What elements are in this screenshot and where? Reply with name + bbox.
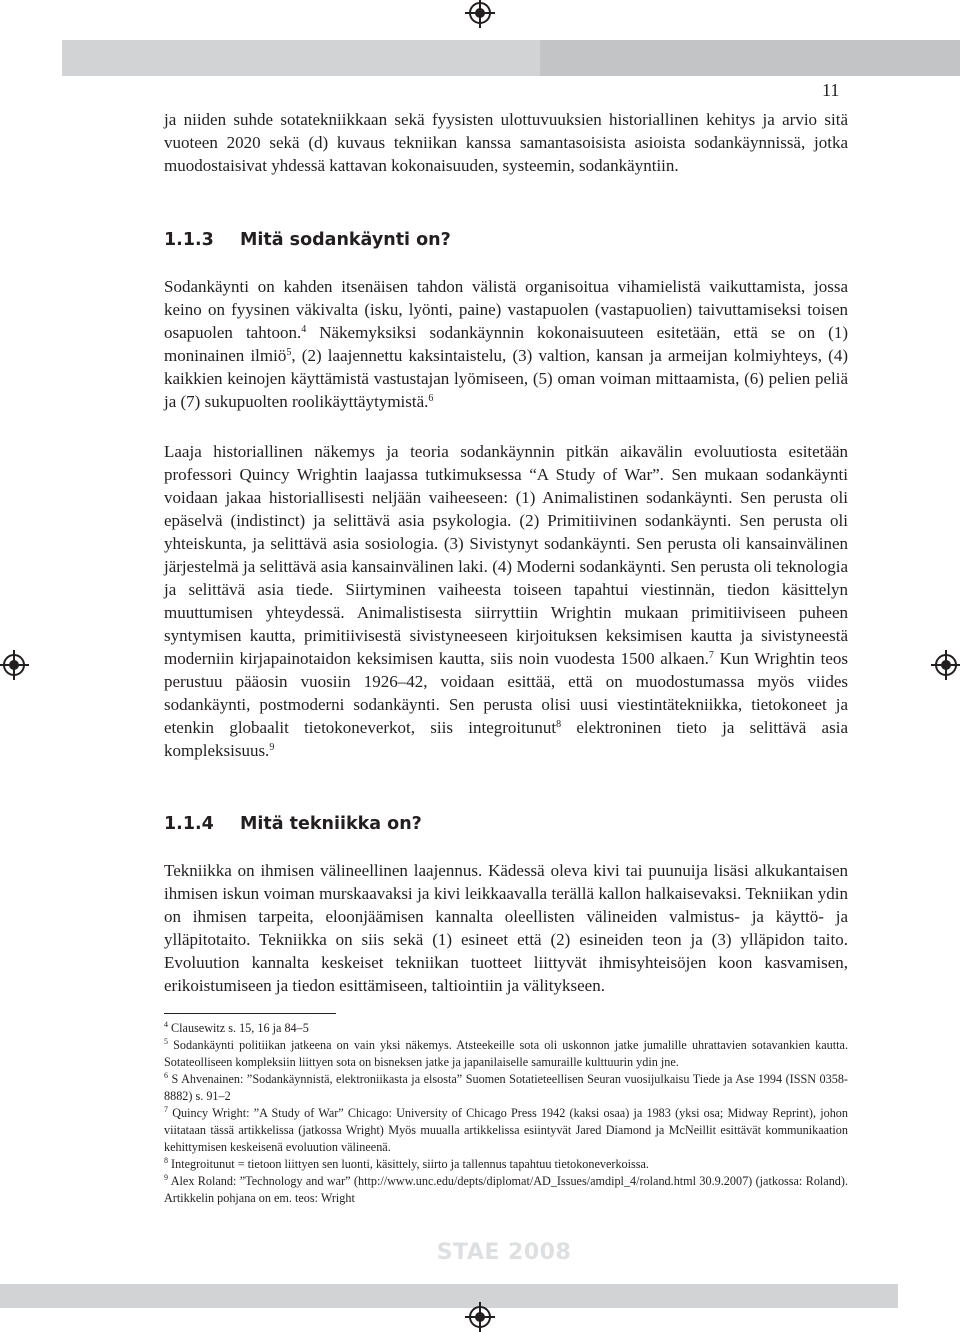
footnote [164, 1071, 848, 1105]
footnote-text: Sodankäynti politiikan jatkeena on vain yksi näkemys. Atsteekeille sota oli uskonnon jatke jumalille uhrattavien sotavankien kautta. Sotateolliseen kompleksiin liittyen sota on bisneksen jatke ja japanilaiselle samuraille kulttuurin ydin jne. [164, 1038, 848, 1069]
footnote [164, 1156, 848, 1173]
registration-mark-icon [3, 654, 25, 676]
footnote [164, 1105, 848, 1156]
intro-paragraph: ja niiden suhde sotatekniikkaan sekä fyysisten ulottuvuuksien historiallinen kehitys ja arvio sitä vuoteen 2020 sekä (d) kuvaus tekniikan kanssa samantasoisista asioista sodankäynnissä, jotka muodostaisivat yhdessä kattavan kokonaisuuden, systeemin, sodankäyntiin. [164, 110, 848, 175]
footnote-divider [164, 1013, 336, 1014]
registration-mark-icon [935, 654, 957, 676]
footnote-ref[interactable]: 9 [269, 742, 275, 753]
paragraph-tekniikka: Tekniikka on ihmisen välineellinen laajennus. Kädessä oleva kivi tai puunuija lisäsi alkukantaisen ihmisen iskun voiman murskaavaksi ja kivi leikkaavalla terällä kallon halkaisevaksi. Tekniikan ydin on ihmisen tarpeita, eloonjäämisen kannalta oleellisten välineiden valmistus- ja käyttö- ja ylläpitotaito. Tekniikka on siis sekä (1) esineet että (2) esineiden teon ja (3) ylläpidon taito. Evoluution kannalta keskeiset tekniikan tuotteet liittyvät ihmisyhteisöjen koon kasvamisen, erikoistumiseen ja tiedon esittämiseen, taltiointiin ja välitykseen. [164, 861, 848, 995]
paragraph-sodankaynti [164, 275, 848, 413]
section-number: 1.1.3 [164, 230, 214, 250]
footnote-text: Integroitunut = tietoon liittyen sen luonti, käsittely, siirto ja tallennus tapahtuu tietokoneverkoissa. [171, 1157, 649, 1171]
footnote-number: 6 [164, 1071, 168, 1080]
footnote [164, 1037, 848, 1071]
footnote-number: 5 [164, 1037, 168, 1046]
text-run: Näkemyksiksi sodankäynnin kokonaisuuteen esitetään, että se on (1) moninainen ilmiö [164, 323, 849, 365]
header-band-accent [540, 40, 960, 76]
footnote [164, 1020, 848, 1037]
registration-mark-icon [469, 2, 491, 24]
footnote-number: 7 [164, 1105, 168, 1114]
footnote-ref[interactable]: 5 [286, 347, 292, 358]
text-run: Laaja historiallinen näkemys ja teoria sodankäynnin pitkän aikavälin evoluutiosta esitetään professori Quincy Wrightin laajassa tutkimuksessa “A Study of War”. Sen mukaan sodankäynti voidaan jakaa historiallisesti neljään vaiheeseen: (1) Animalistinen sodankäynti. Sen perusta oli epäselvä (indistinct) ja selittävä asia psykologia. (2) Primitiivinen sodankäynti. Sen perusta oli yhteiskunta, ja selittävä asia sosiologia. (3) Sivistynyt sodankäynti. Sen perusta oli kansainvälinen järjestelmä ja selittävä asia kansainvälinen laki. (4) Moderni sodankäynti. Sen perusta oli teknologia ja selittävä asia tiede. Siirtyminen vaiheesta toiseen tapahtui viestinnän, tiedon käsittelyn muuttumisen yhteydessä. Animalistisesta siirryttiin Wrightin mukaan primitiiviseen puheen syntymisen kautta, primitiivisestä sivistyneeseen kirjoituksen keksimisen kautta ja sivistyneestä moderniin kirjapainotaidon keksimisen kautta, siis noin vuodesta 1500 alkaen. [164, 442, 848, 668]
text-run: , (2) laajennettu kaksintaistelu, (3) valtion, kansan ja armeijan kolmiyhteys, (4) kaikkien keinojen käyttämistä vastustajan lyömiseen, (5) oman voiman mittaamista, (6) pelien peliä ja (7) sukupuolten roolikäyttäytymistä. [164, 346, 848, 411]
footnote-text[interactable]: Alex Roland: ”Technology and war” (http://www.unc.edu/depts/diplomat/AD_Issues/amdipl_4/roland.html 30.9.2007) (jatkossa: Roland). Artikkelin pohjana on em. teos: Wright [164, 1174, 849, 1205]
registration-mark-icon [469, 1306, 491, 1328]
footnote-number: 8 [164, 1156, 168, 1165]
footnote [164, 1173, 848, 1207]
page-number: 11 [822, 80, 840, 100]
footnote-number: 9 [164, 1173, 168, 1182]
section-title: Mitä tekniikka on? [240, 814, 422, 834]
paragraph-wright [164, 440, 848, 762]
text-run: Sodankäynti on kahden itsenäisen tahdon välistä organisoitua vihamielistä vaikuttamista, jossa keino on fyysinen väkivalta (isku, lyönti, paine) vastapuolen (vastapuolien) taivuttamiseksi toisen osapuolen tahtoon. [164, 277, 848, 342]
footnote-number: 4 [164, 1020, 168, 1029]
text-run: elektroninen tieto ja selittävä asia kompleksisuus. [164, 718, 848, 760]
watermark: STAE 2008 [436, 1240, 572, 1265]
footnote-ref[interactable]: 7 [708, 650, 714, 661]
footnote-text: Clausewitz s. 15, 16 ja 84–5 [171, 1021, 309, 1035]
section-heading-1-1-4 [164, 812, 422, 836]
footer-band [0, 1284, 898, 1308]
footnotes [164, 1020, 848, 1207]
section-heading-1-1-3 [164, 228, 451, 252]
section-number: 1.1.4 [164, 814, 214, 834]
footnote-text: S Ahvenainen: ”Sodankäynnistä, elektroniikasta ja elsosta” Suomen Sotatieteellisen Seuran vuosijulkaisu Tiede ja Ase 1994 (ISSN 0358-8882) s. 91–2 [164, 1072, 848, 1103]
text-run: Kun Wrightin teos perustuu pääosin vuosiin 1926–42, voidaan esittää, että on muodostumassa myös viides sodankäynti, postmoderni sodankäynti. Sen perusta olisi uusi viestintätekniikka, tietokoneet ja etenkin globaalit tietokoneverkot, siis integroitunut [164, 649, 848, 737]
footnote-ref[interactable]: 6 [428, 393, 434, 404]
footnote-ref[interactable]: 4 [301, 324, 307, 335]
footnote-ref[interactable]: 8 [556, 719, 562, 730]
section-title: Mitä sodankäynti on? [240, 230, 451, 250]
footnote-text: Quincy Wright: ”A Study of War” Chicago: University of Chicago Press 1942 (kaksi osaa) ja 1983 (yksi osa; Midway Reprint), johon viitataan tässä artikkelissa (jatkossa Wright) Myös muualla artikkelissa esiintyvät Jared Diamond ja McNeillit esittävät kommunikaation kehittymisen keskeisenä evoluution välineenä. [164, 1106, 848, 1154]
